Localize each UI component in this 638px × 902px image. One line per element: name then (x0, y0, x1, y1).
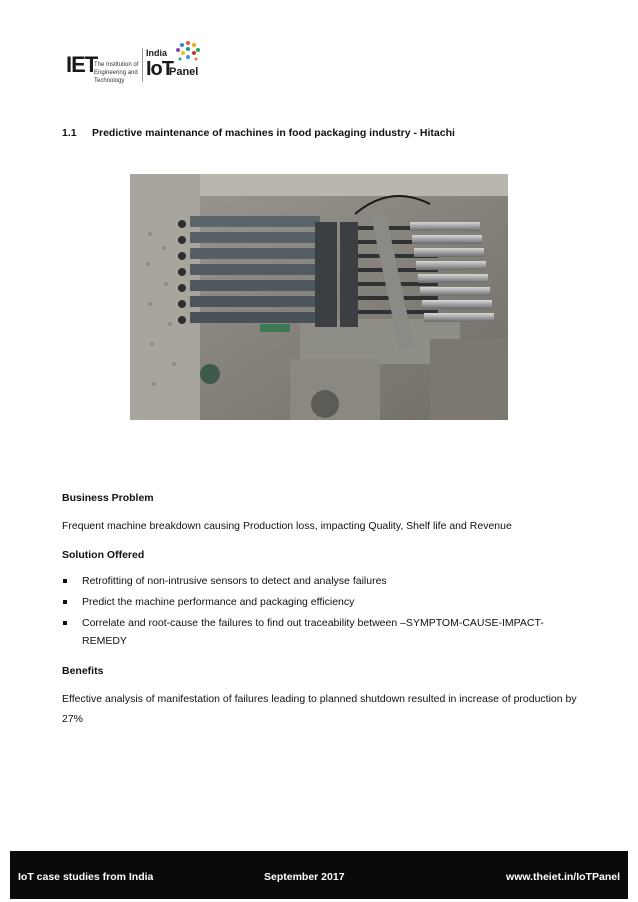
list-item (62, 614, 582, 650)
header-logo (66, 40, 206, 84)
section-heading (62, 127, 455, 139)
solution-list (62, 572, 582, 653)
solution-heading: Solution Offered (62, 549, 145, 561)
benefits-heading: Benefits (62, 665, 104, 677)
bullet-square-icon (63, 621, 67, 625)
iet-subtitle-line2: Engineering and Technology (94, 70, 138, 84)
iet-logo-subtitle (94, 61, 154, 85)
footer-website-link[interactable]: www.theiet.in/IoTPanel (506, 871, 620, 883)
panel-label: Panel (169, 66, 199, 78)
bullet-square-icon (63, 579, 67, 583)
iot-panel-dots-icon (174, 40, 202, 66)
bullet-square-icon (63, 600, 67, 604)
solution-item-text: Predict the machine performance and packaging efficiency (82, 596, 355, 608)
solution-item-text: Retrofitting of non-intrusive sensors to detect and analyse failures (82, 575, 387, 587)
benefits-text: Effective analysis of manifestation of failures leading to planned shutdown resulted in increase of production by 27% (62, 693, 577, 725)
iet-logo-mark: IET (66, 52, 98, 77)
footer-date: September 2017 (264, 871, 345, 883)
machine-photo (130, 174, 508, 420)
section-number: 1.1 (62, 127, 77, 139)
list-item (62, 572, 582, 590)
india-label: India (146, 48, 168, 58)
solution-item-text: Correlate and root-cause the failures to find out traceability between –SYMPTOM-CAUSE-IMPACT-REMEDY (82, 617, 544, 647)
page-footer (10, 851, 628, 899)
section-title-text: Predictive maintenance of machines in food packaging industry - Hitachi (92, 127, 455, 139)
logo-divider (142, 48, 143, 82)
iet-subtitle-line1: The Institution of (94, 62, 139, 68)
iot-label: IoT (146, 58, 173, 80)
list-item (62, 593, 582, 611)
footer-title: IoT case studies from India (18, 871, 154, 883)
business-problem-heading: Business Problem (62, 492, 154, 504)
business-problem-text: Frequent machine breakdown causing Production loss, impacting Quality, Shelf life and Revenue (62, 520, 512, 532)
